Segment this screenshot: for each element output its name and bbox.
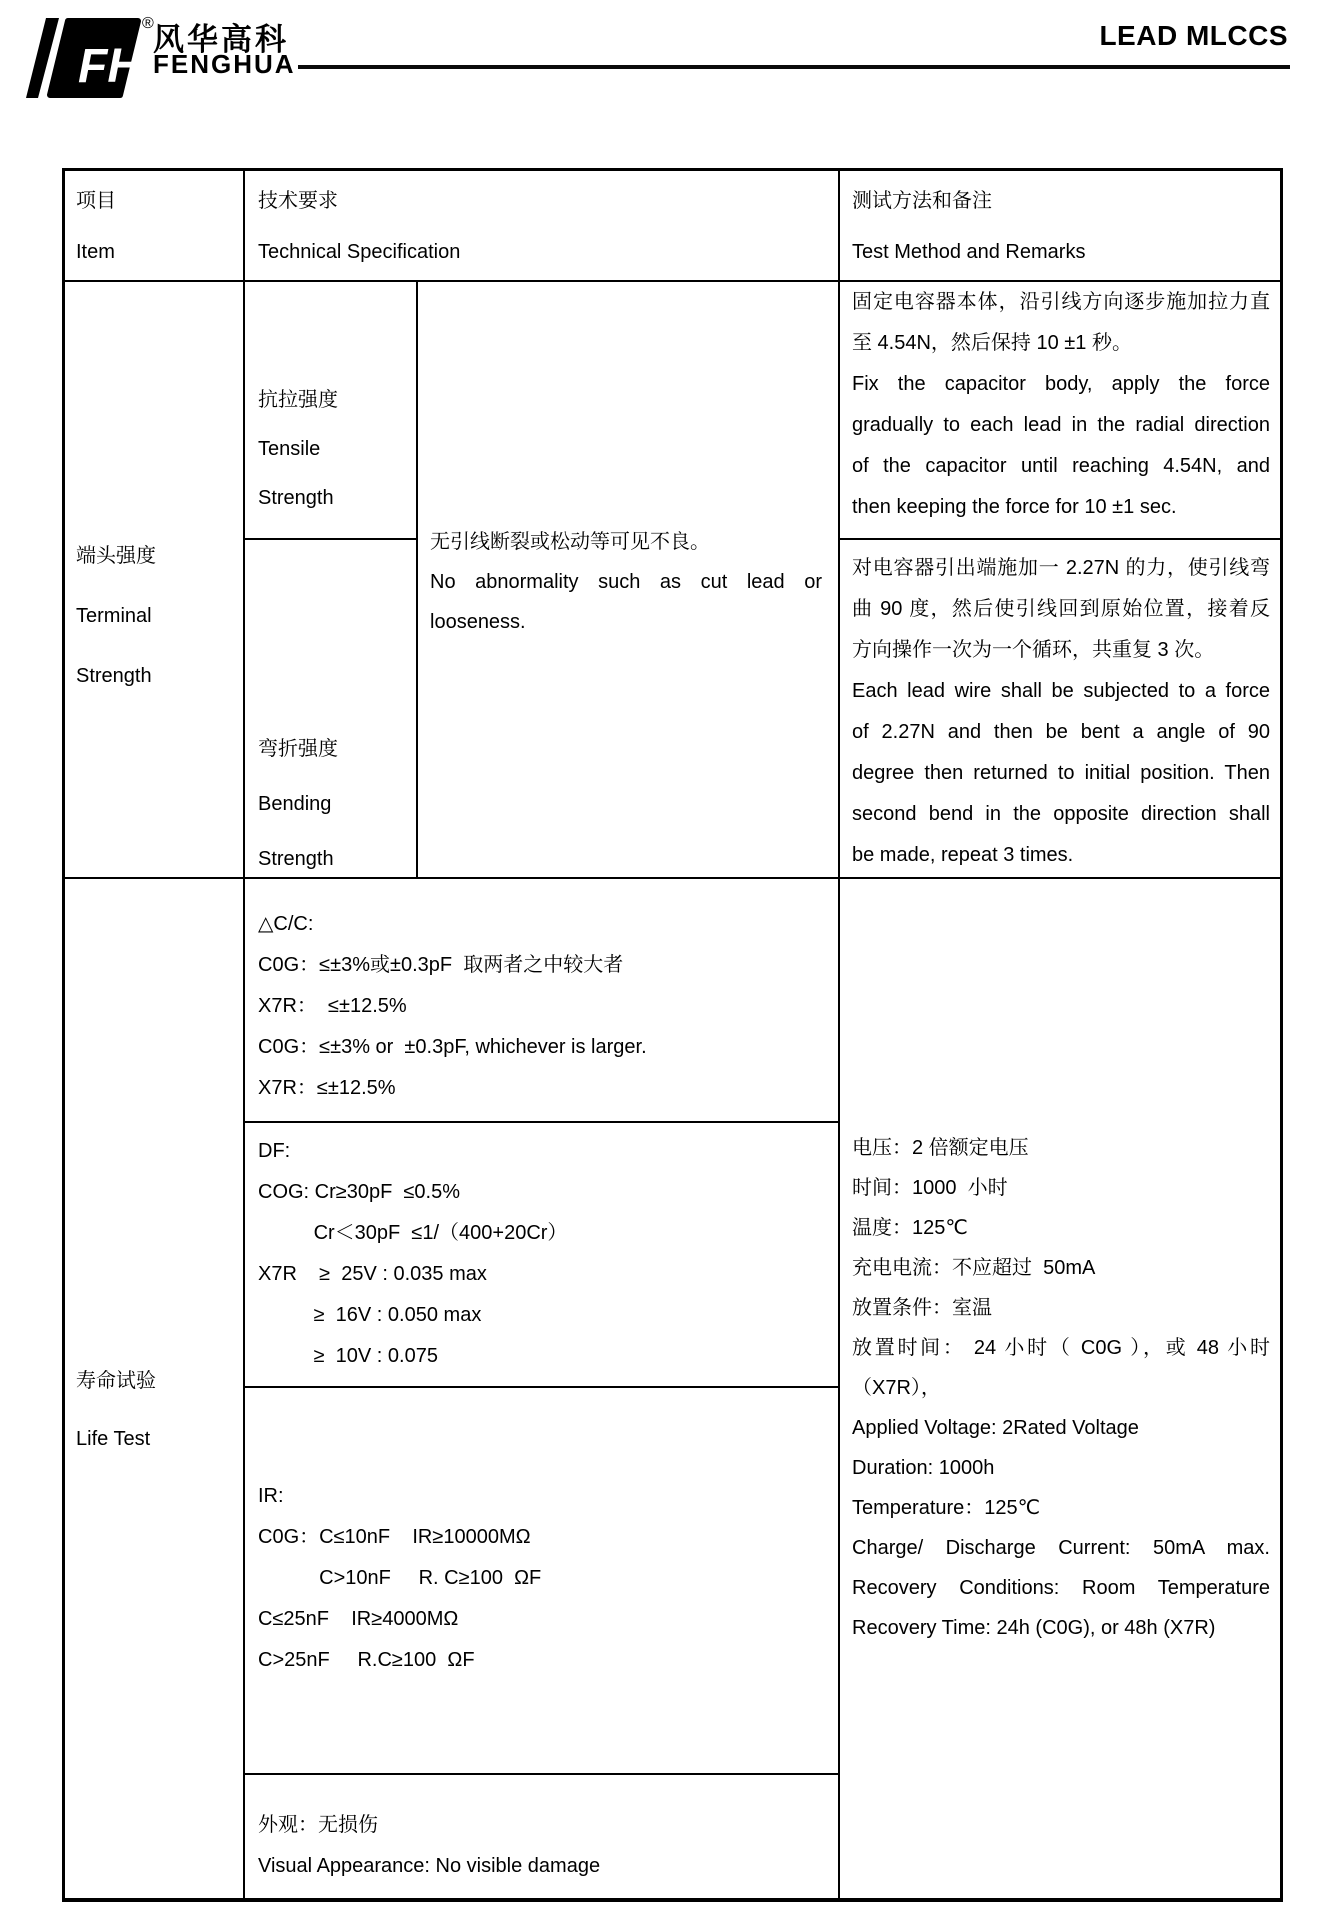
table-line-df-ir-divider	[243, 1386, 840, 1388]
text-line: 弯折强度	[258, 738, 338, 760]
text-line: 抗拉强度	[258, 389, 338, 411]
text-line: looseness.	[430, 611, 526, 633]
text-line: Applied Voltage: 2Rated Voltage	[852, 1417, 1139, 1439]
brand-name-en: FENGHUA	[153, 49, 296, 79]
cell-tensile-test-method	[852, 282, 1270, 528]
text-line: Strength	[76, 665, 152, 687]
text-line: （X7R），	[852, 1377, 941, 1399]
text-line: C0G：C≤10nF IR≥10000MΩ	[258, 1526, 531, 1548]
text-line: Strength	[258, 848, 334, 870]
text-line: DF:	[258, 1140, 291, 1162]
text-line: Recovery Conditions: Room Temperature	[852, 1577, 1270, 1599]
text-line: Fix the capacitor body, apply the force	[852, 373, 1270, 395]
header-cell-method	[852, 176, 1085, 278]
text-line: 项目	[76, 190, 116, 212]
logo-monogram: FH	[78, 40, 142, 93]
text-line: 端头强度	[76, 545, 156, 567]
text-line: Technical Specification	[258, 241, 461, 263]
text-line: Visual Appearance: No visible damage	[258, 1855, 601, 1877]
table-line-terminal-bottom	[62, 877, 1283, 879]
text-line: △C/C:	[258, 913, 314, 935]
text-line: Item	[76, 241, 115, 263]
table-border-right	[1280, 168, 1283, 1902]
text-line: 电压：2 倍额定电压	[852, 1137, 1029, 1159]
table-line-subcol	[416, 281, 418, 878]
header-rule	[298, 65, 1290, 69]
text-line: Duration: 1000h	[852, 1457, 995, 1479]
cell-bending-strength-label	[258, 722, 338, 887]
text-line: of the capacitor until reaching 4.54N, and	[852, 455, 1270, 477]
text-line: 曲 90 度，然后使引线回到原始位置，接着反	[852, 598, 1270, 620]
table-line-ir-visual-divider	[243, 1773, 840, 1775]
text-line: 对电容器引出端施加一 2.27N 的力，使引线弯	[852, 557, 1270, 579]
table-line-deltacc-df-divider	[243, 1121, 840, 1123]
text-line: 至 4.54N，然后保持 10 ±1 秒。	[852, 332, 1132, 354]
text-line: 充电电流：不应超过 50mA	[852, 1257, 1096, 1279]
text-line: C0G：≤±3% or ±0.3pF, whichever is larger.	[258, 1036, 647, 1058]
text-line: degree then returned to initial position. Then	[852, 762, 1270, 784]
table-border-bottom	[62, 1898, 1283, 1902]
cell-bending-test-method	[852, 548, 1270, 876]
text-line: 放置时间： 24 小时（ C0G ），或 48 小时	[852, 1337, 1270, 1359]
text-line: 放置条件：室温	[852, 1297, 992, 1319]
text-line: Cr＜30pF ≤1/（400+20Cr）	[258, 1222, 568, 1244]
text-line: then keeping the force for 10 ±1 sec.	[852, 496, 1177, 518]
text-line: Strength	[258, 487, 334, 509]
text-line: C>10nF R. C≥100 ΩF	[258, 1567, 542, 1589]
table-border-top	[62, 168, 1283, 171]
registered-trademark-icon: ®	[142, 15, 154, 32]
brand-name-cn: 风华高科	[153, 22, 289, 57]
cell-ir-spec	[258, 1476, 820, 1681]
text-line: X7R：≤±12.5%	[258, 1077, 396, 1099]
cell-life-test-method	[852, 1128, 1270, 1648]
text-line: Tensile	[258, 438, 321, 460]
doc-title: LEAD MLCCS	[1099, 20, 1288, 51]
cell-life-test-label	[76, 1352, 156, 1468]
header-cell-item	[76, 176, 116, 278]
text-line: Bending	[258, 793, 332, 815]
table-line-method-divider	[838, 538, 1283, 540]
cell-terminal-strength-label	[76, 526, 156, 706]
text-line: C0G：≤±3%或±0.3pF 取两者之中较大者	[258, 954, 624, 976]
cell-no-abnormality-spec	[430, 522, 822, 642]
text-line: IR:	[258, 1485, 284, 1507]
text-line: No abnormality such as cut lead or	[430, 571, 822, 593]
text-line: Recovery Time: 24h (C0G), or 48h (X7R)	[852, 1617, 1216, 1639]
cell-visual-appearance-spec	[258, 1805, 820, 1887]
table-border-left	[62, 168, 65, 1902]
text-line: 寿命试验	[76, 1370, 156, 1392]
text-line: Each lead wire shall be subjected to a force	[852, 680, 1270, 702]
text-line: 无引线断裂或松动等可见不良。	[430, 531, 710, 553]
text-line: Test Method and Remarks	[852, 241, 1086, 263]
text-line: 温度：125℃	[852, 1217, 968, 1239]
text-line: X7R： ≤±12.5%	[258, 995, 407, 1017]
text-line: be made, repeat 3 times.	[852, 844, 1074, 866]
text-line: second bend in the opposite direction shall	[852, 803, 1270, 825]
text-line: X7R ≥ 25V : 0.035 max	[258, 1263, 487, 1285]
cell-df-spec	[258, 1131, 820, 1377]
text-line: C>25nF R.C≥100 ΩF	[258, 1649, 475, 1671]
cell-tensile-strength-label	[258, 376, 338, 523]
table-line-col1	[243, 168, 245, 1900]
table-line-tensile-bending-divider	[243, 538, 417, 540]
text-line: 技术要求	[258, 190, 338, 212]
text-line: 外观：无损伤	[258, 1814, 378, 1836]
text-line: Life Test	[76, 1428, 151, 1450]
table-line-col2	[838, 168, 840, 1900]
text-line: 测试方法和备注	[852, 190, 992, 212]
text-line: ≥ 16V : 0.050 max	[258, 1304, 482, 1326]
text-line: Temperature：125℃	[852, 1497, 1041, 1519]
cell-delta-cc-spec	[258, 904, 820, 1109]
text-line: 固定电容器本体，沿引线方向逐步施加拉力直	[852, 291, 1270, 313]
text-line: of 2.27N and then be bent a angle of 90	[852, 721, 1270, 743]
text-line: 时间：1000 小时	[852, 1177, 1008, 1199]
text-line: 方向操作一次为一个循环，共重复 3 次。	[852, 639, 1215, 661]
text-line: C≤25nF IR≥4000MΩ	[258, 1608, 459, 1630]
text-line: COG: Cr≥30pF ≤0.5%	[258, 1181, 461, 1203]
text-line: gradually to each lead in the radial direction	[852, 414, 1270, 436]
text-line: Charge/ Discharge Current: 50mA max.	[852, 1537, 1270, 1559]
header-cell-spec	[258, 176, 460, 278]
text-line: Terminal	[76, 605, 152, 627]
text-line: ≥ 10V : 0.075	[258, 1345, 438, 1367]
